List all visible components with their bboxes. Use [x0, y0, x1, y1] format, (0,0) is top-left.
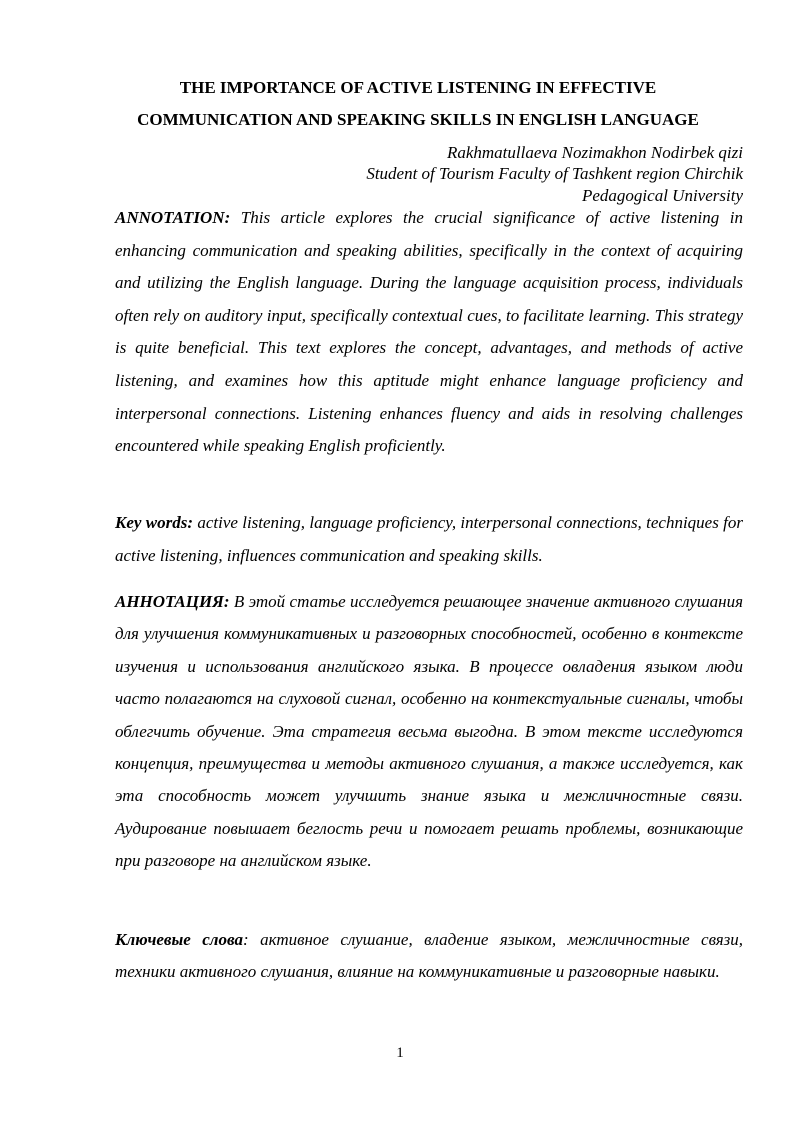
ru-annotation-label: АННОТАЦИЯ:: [115, 592, 230, 611]
ru-keywords-paragraph: [115, 924, 743, 989]
annotation-paragraph: [115, 202, 743, 463]
article-title-line-2: COMMUNICATION AND SPEAKING SKILLS IN ENGLISH LANGUAGE: [137, 110, 699, 129]
author-name: Rakhmatullaeva Nozimakhon Nodirbek qizi: [446, 143, 743, 162]
annotation-label: ANNOTATION:: [115, 208, 231, 227]
author-affiliation-line-2: Pedagogical University: [582, 186, 743, 205]
ru-keywords-text: : активное слушание, владение языком, межличностные связи, техники активного слушания, влияние на коммуникативные и разговорные навыки.: [115, 930, 744, 982]
annotation-text: This article explores the crucial significance of active listening in enhancing communication and speaking abilities, specifically in the context of acquiring and utilizing the English language. During the language acquisition process, individuals often rely on auditory input, specifically contextual cues, to facilitate learning. This strategy is quite beneficial. This text explores the concept, advantages, and methods of active listening, and examines how this aptitude might enhance language proficiency and interpersonal connections. Listening enhances fluency and aids in resolving challenges encountered while speaking English proficiently.: [115, 208, 743, 456]
ru-keywords-label: Ключевые слова: [115, 930, 244, 949]
ru-annotation-text: В этой статье исследуется решающее значение активного слушания для улучшения коммуникативных и разговорных способностей, особенно в контексте изучения и использования английского языка. В процессе овладения языком люди часто полагаются на слуховой сигнал, особенно на контекстуальные сигналы, чтобы облегчить обучение. Эта стратегия весьма выгодна. В этом тексте исследуются концепция, преимущества и методы активного слушания, а также исследуется, как эта способность может улучшить знание языка и межличностные связи. Аудирование повышает беглость речи и помогает решать проблемы, возникающие при разговоре на английском языке.: [115, 592, 743, 871]
keywords-text: active listening, language proficiency, interpersonal connections, techniques for active listening, influences communication and speaking skills.: [115, 513, 743, 565]
keywords-label: Key words:: [115, 513, 193, 532]
keywords-paragraph: [115, 507, 743, 572]
ru-annotation-paragraph: [115, 586, 743, 878]
page-number: 1: [396, 1045, 404, 1061]
article-title-line-1: THE IMPORTANCE OF ACTIVE LISTENING IN EFFECTIVE: [179, 78, 657, 97]
author-affiliation-line-1: Student of Tourism Faculty of Tashkent region Chirchik: [366, 164, 743, 183]
